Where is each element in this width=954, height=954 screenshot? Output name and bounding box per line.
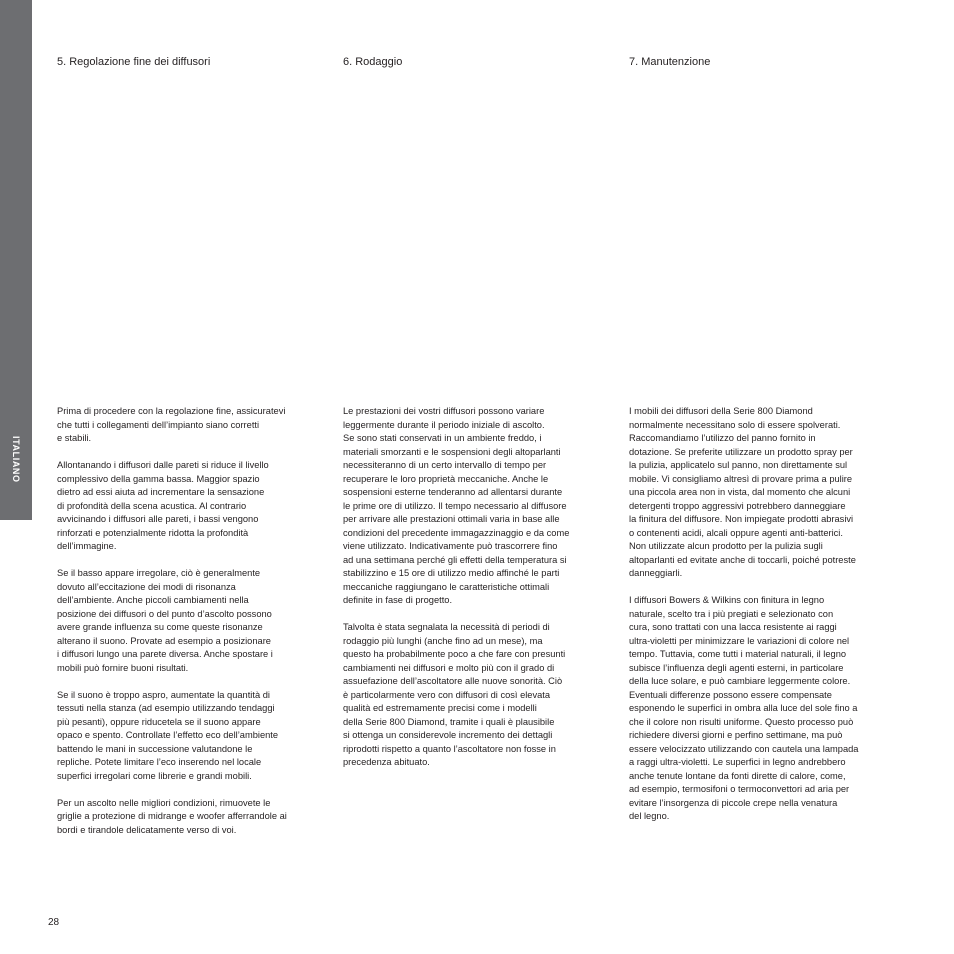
section-body	[629, 405, 901, 837]
page-number: 28	[48, 917, 60, 928]
language-tab	[0, 0, 32, 520]
section-heading: 5. Regolazione fine dei diffusori	[57, 56, 211, 68]
paragraph: Allontanando i diffusori dalle pareti si riduce il livello complessivo della gamma bassa. Maggior spazio dietro ad essi aiuta ad incrementare la sensazione di profondità della scena acustica. Al contrario avvicinando i diffusori alle pareti, i bassi vengono rinforzati e potenzialmente ridotta la profondità dell’immagine.	[57, 460, 269, 551]
paragraph: Per un ascolto nelle migliori condizioni, rimuovete le griglie a protezione di midrange e woofer afferrandole ai bordi e tirandole delicatamente verso di voi.	[57, 797, 287, 835]
section-body	[343, 405, 615, 783]
language-label: ITALIANO	[11, 436, 21, 483]
section-body	[57, 405, 329, 851]
paragraph: Prima di procedere con la regolazione fine, assicuratevi che tutti i collegamenti dell’impianto siano corretti e stabili.	[57, 406, 286, 443]
section-heading: 7. Manutenzione	[629, 56, 711, 68]
paragraph: I diffusori Bowers & Wilkins con finitura in legno naturale, scelto tra i più pregiati e selezionato con cura, sono trattati con una lacca resistente ai raggi ultra-violetti per minimizzare le variazioni di colore nel tempo. Tuttavia, come tutti i material naturali, il legno subisce l’influenza degli agenti esterni, in particolare della luce solare, e può cambiare leggermente colore. Eventuali differenze possono essere compensate esponendo le superfici in ombra alla luce del sole fino a che il colore non risulti uniforme. Questo processo può richiedere diversi giorni e perfino settimane, ma può essere velocizzato utilizzando con cautela una lampada a raggi ultra-violetti. Le superfici in legno andrebbero anche tenute lontane da fonti dirette di calore, come, ad esempio, termosifoni o termoconvettori ad aria per evitare l’insorgenza di piccole crepe nella venatura del legno.	[629, 595, 859, 821]
section-heading: 6. Rodaggio	[343, 56, 403, 68]
paragraph: Se il basso appare irregolare, ciò è generalmente dovuto all’eccitazione dei modi di risonanza dell’ambiente. Anche piccoli cambiamenti nella posizione dei diffusori o del punto d’ascolto possono avere grande influenza su come queste risonanze alterano il suono. Provate ad esempio a posizionare i diffusori lungo una parete diversa. Anche spostare i mobili può fornire buoni risultati.	[57, 568, 273, 673]
paragraph: I mobili dei diffusori della Serie 800 Diamond normalmente necessitano solo di essere spolverati. Raccomandiamo l’utilizzo del panno fornito in dotazione. Se preferite utilizzare un prodotto spray per la pulizia, applicatelo sul panno, non direttamente sul mobile. Vi consigliamo altresì di provare prima a pulire una piccola area non in vista, dal momento che alcuni detergenti troppo aggressivi potrebbero danneggiare la finitura del diffusore. Non impiegate prodotti abrasivi o contenenti acidi, alcali oppure agenti anti-batterici. Non utilizzate alcun prodotto per la pulizia sugli altoparlanti ed evitate anche di toccarli, poiché potreste danneggiarli.	[629, 406, 856, 578]
paragraph: Le prestazioni dei vostri diffusori possono variare leggermente durante il periodo iniziale di ascolto. Se sono stati conservati in un ambiente freddo, i materiali smorzanti e le sospensioni degli altoparlanti necessiteranno di un certo intervallo di tempo per recuperare le loro proprietà meccaniche. Anche le sospensioni esterne tenderanno ad allentarsi durante le prime ore di utilizzo. Il tempo necessario al diffusore per arrivare alle prestazioni ottimali varia in base alle condizioni del precedente immagazzinaggio e da come viene utilizzato. Indicativamente può trascorrere fino ad una settimana perché gli effetti della temperatura si stabilizzino e 15 ore di utilizzo medio affinché le parti meccaniche raggiungano le caratteristiche ottimali definite in fase di progetto.	[343, 406, 570, 605]
paragraph: Se il suono è troppo aspro, aumentate la quantità di tessuti nella stanza (ad esempio utilizzando tendaggi più pesanti), oppure riducetela se il suono appare opaco e spento. Controllate l’effetto eco dell’ambiente battendo le mani in successione valutandone le repliche. Potete limitare l’eco inserendo nel locale superfici irregolari come librerie e grandi mobili.	[57, 689, 279, 781]
paragraph: Talvolta è stata segnalata la necessità di periodi di rodaggio più lunghi (anche fino ad un mese), ma questo ha probabilmente poco a che fare con presunti cambiamenti nei diffusori e molto più con il grado di assuefazione dell’ascoltatore alle nuove sonorità. Ciò è particolarmente vero con diffusori di così elevata qualità ed estremamente precisi come i modelli della Serie 800 Diamond, tramite i quali è plausibile si ottenga un considerevole incremento dei dettagli riprodotti rispetto a quanto l’ascoltatore non fosse in precedenza abituato.	[343, 622, 566, 767]
